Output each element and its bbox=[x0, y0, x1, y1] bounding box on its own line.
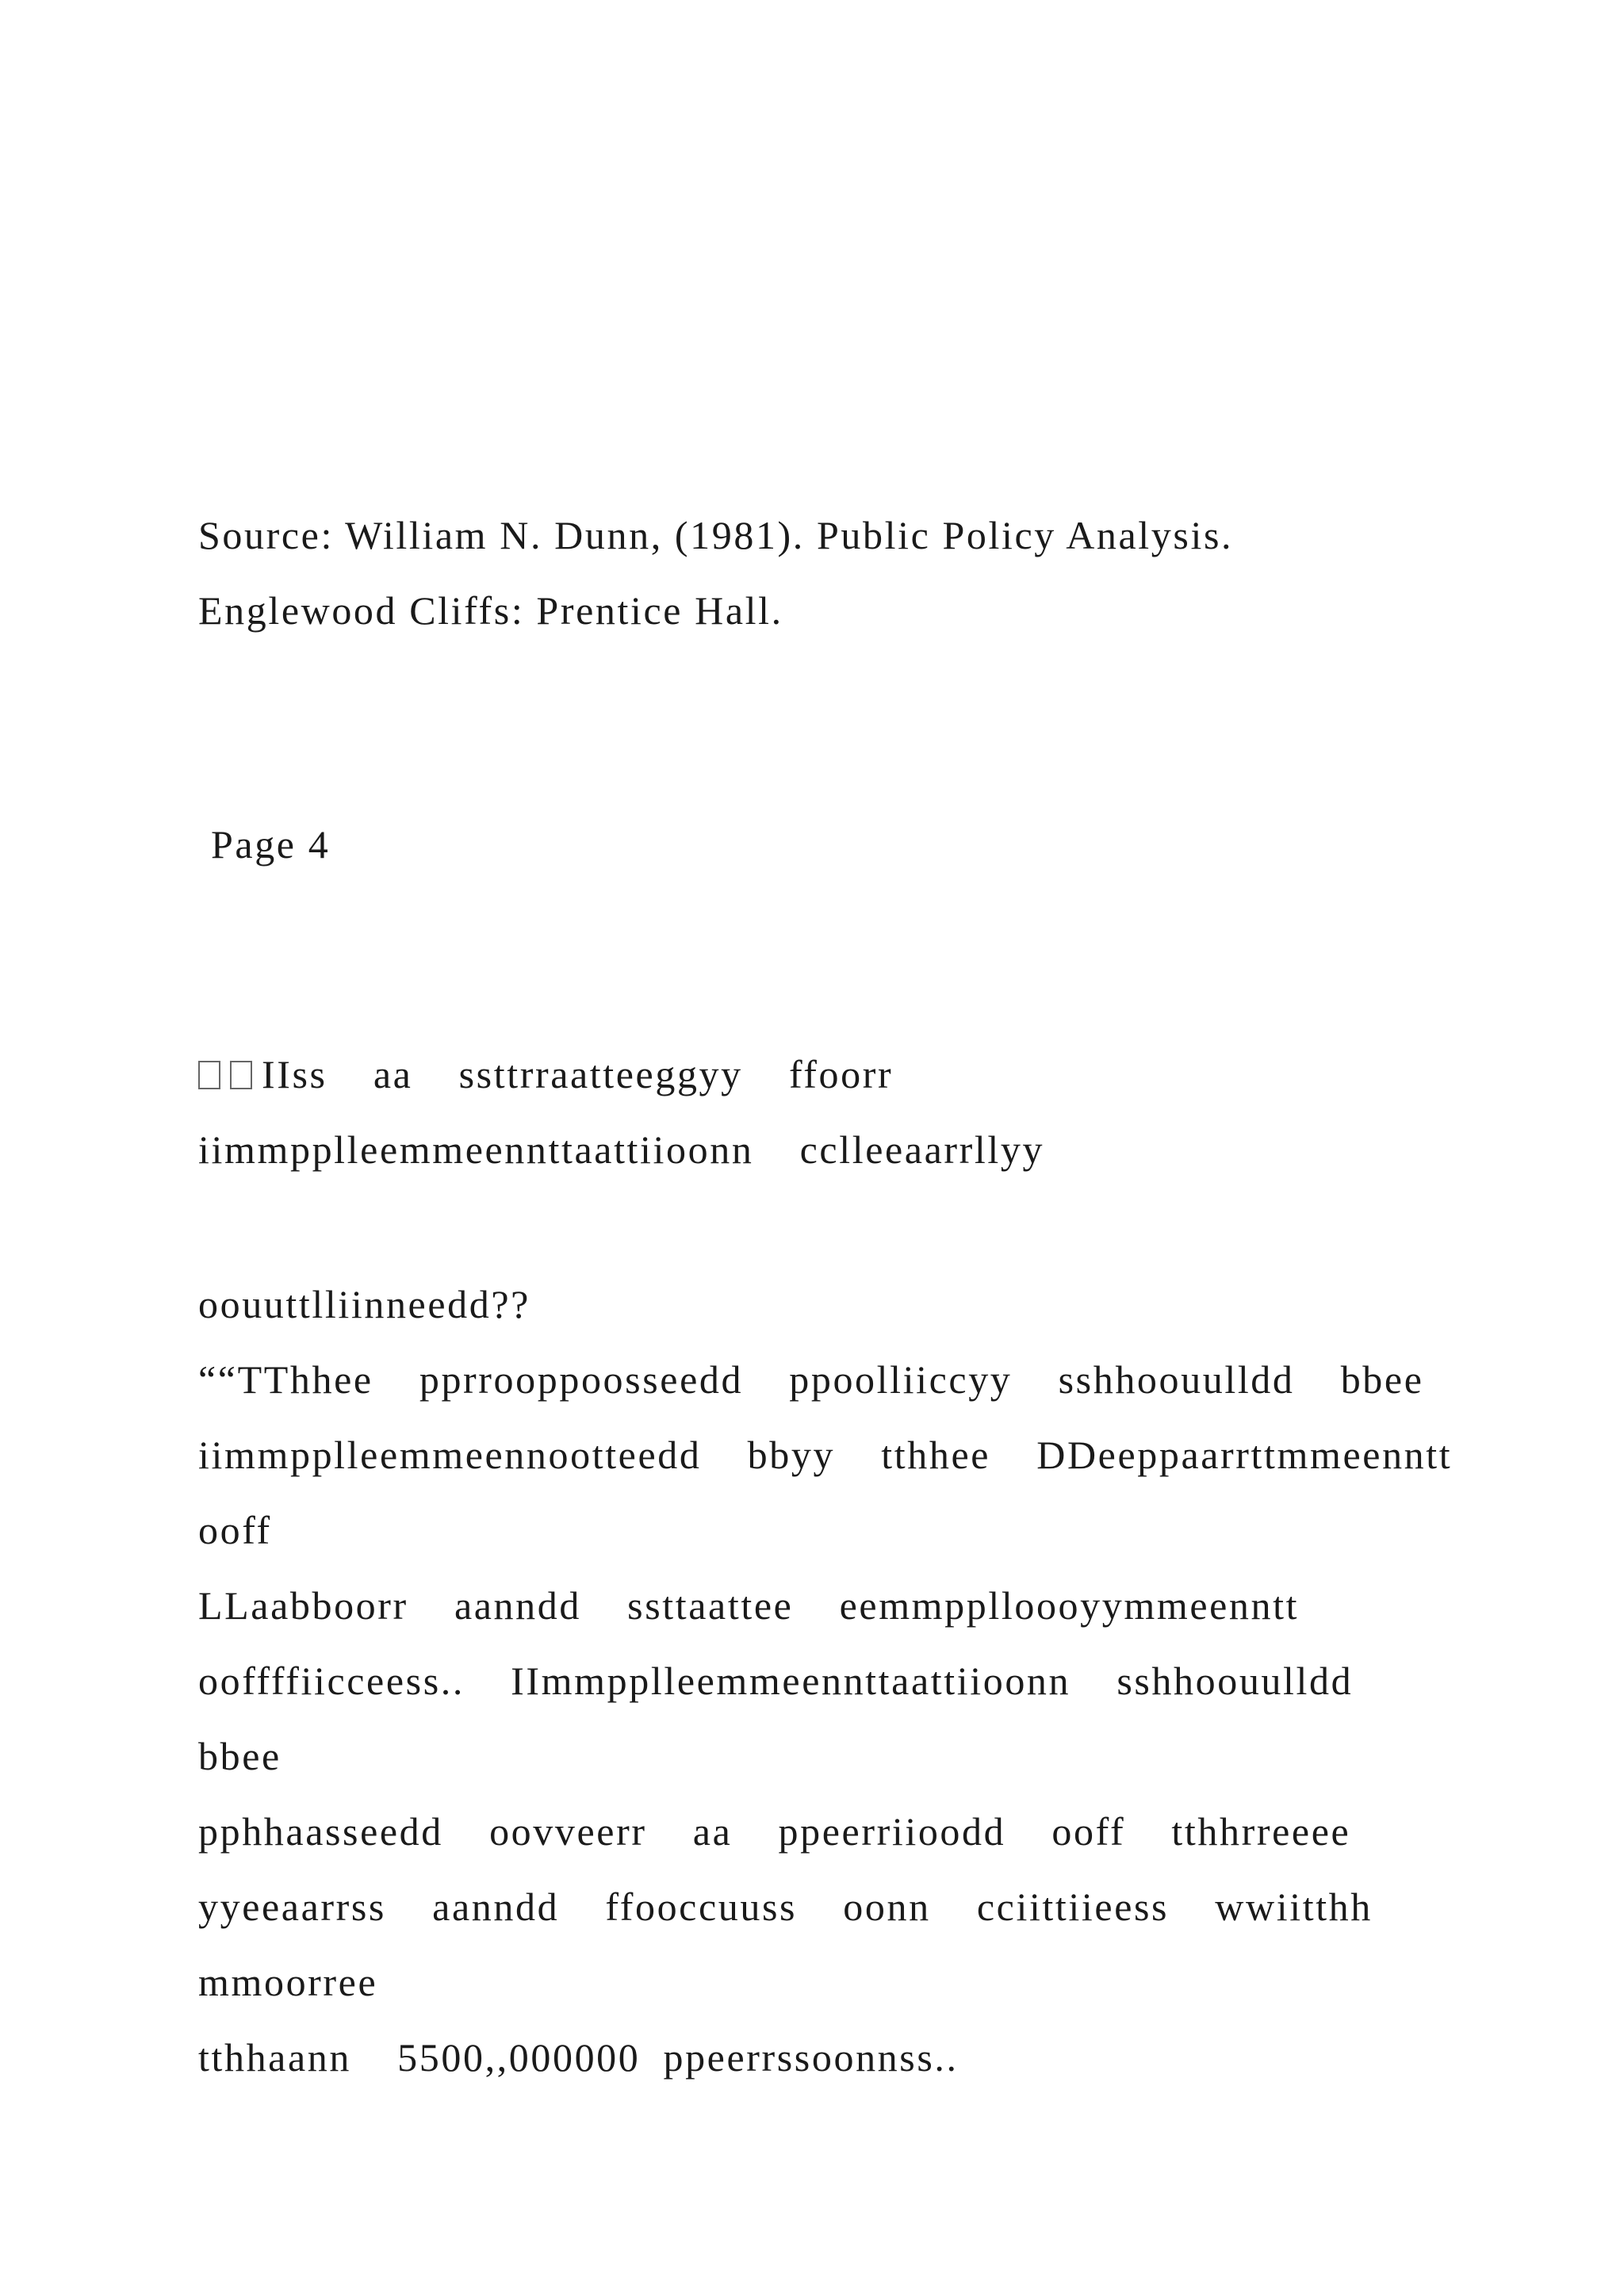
body-line-7: LLaabboorr aanndd ssttaattee eemmpplloooyymmeenntt bbox=[198, 1583, 1300, 1628]
body-line-8: ooffffiicceess.. IImmpplleemmeennttaattiioonn sshhoouulldd bbox=[198, 1659, 1354, 1703]
page-number: Page 4 bbox=[211, 822, 331, 867]
source-citation-line-2: Englewood Cliffs: Prentice Hall. bbox=[198, 588, 783, 633]
body-line-10: pphhaasseedd oovveerr aa ppeerriioodd ooff tthhrreeee bbox=[198, 1809, 1351, 1854]
body-line-13: tthhaann 5500,,000000 ppeerrssoonnss.. bbox=[198, 2035, 959, 2080]
body-line-1 bbox=[198, 1050, 893, 1098]
body-line-text: IIss aa ssttrraatteeggyy ffoorr bbox=[262, 1052, 894, 1096]
body-line-12: mmoorree bbox=[198, 1960, 378, 2004]
body-line-2: iimmpplleemmeennttaattiioonn cclleeaarrllyy bbox=[198, 1127, 1045, 1172]
body-line-11: yyeeaarrss aanndd ffooccuuss oonn cciittiieess wwiitthh bbox=[198, 1885, 1373, 1929]
body-line-9: bbee bbox=[198, 1734, 282, 1778]
body-line-5: iimmpplleemmeennootteedd bbyy tthhee DDeeppaarrttmmeenntt bbox=[198, 1433, 1453, 1477]
body-line-6: ooff bbox=[198, 1508, 272, 1552]
missing-glyph-icon bbox=[230, 1061, 252, 1089]
body-line-4: ““TThhee pprrooppoosseedd ppoolliiccyy sshhoouulldd bbee bbox=[198, 1357, 1424, 1402]
body-line-3: oouuttlliinneedd?? bbox=[198, 1282, 530, 1326]
source-citation-line-1: Source: William N. Dunn, (1981). Public Policy Analysis. bbox=[198, 513, 1234, 557]
missing-glyph-icon bbox=[198, 1061, 220, 1089]
